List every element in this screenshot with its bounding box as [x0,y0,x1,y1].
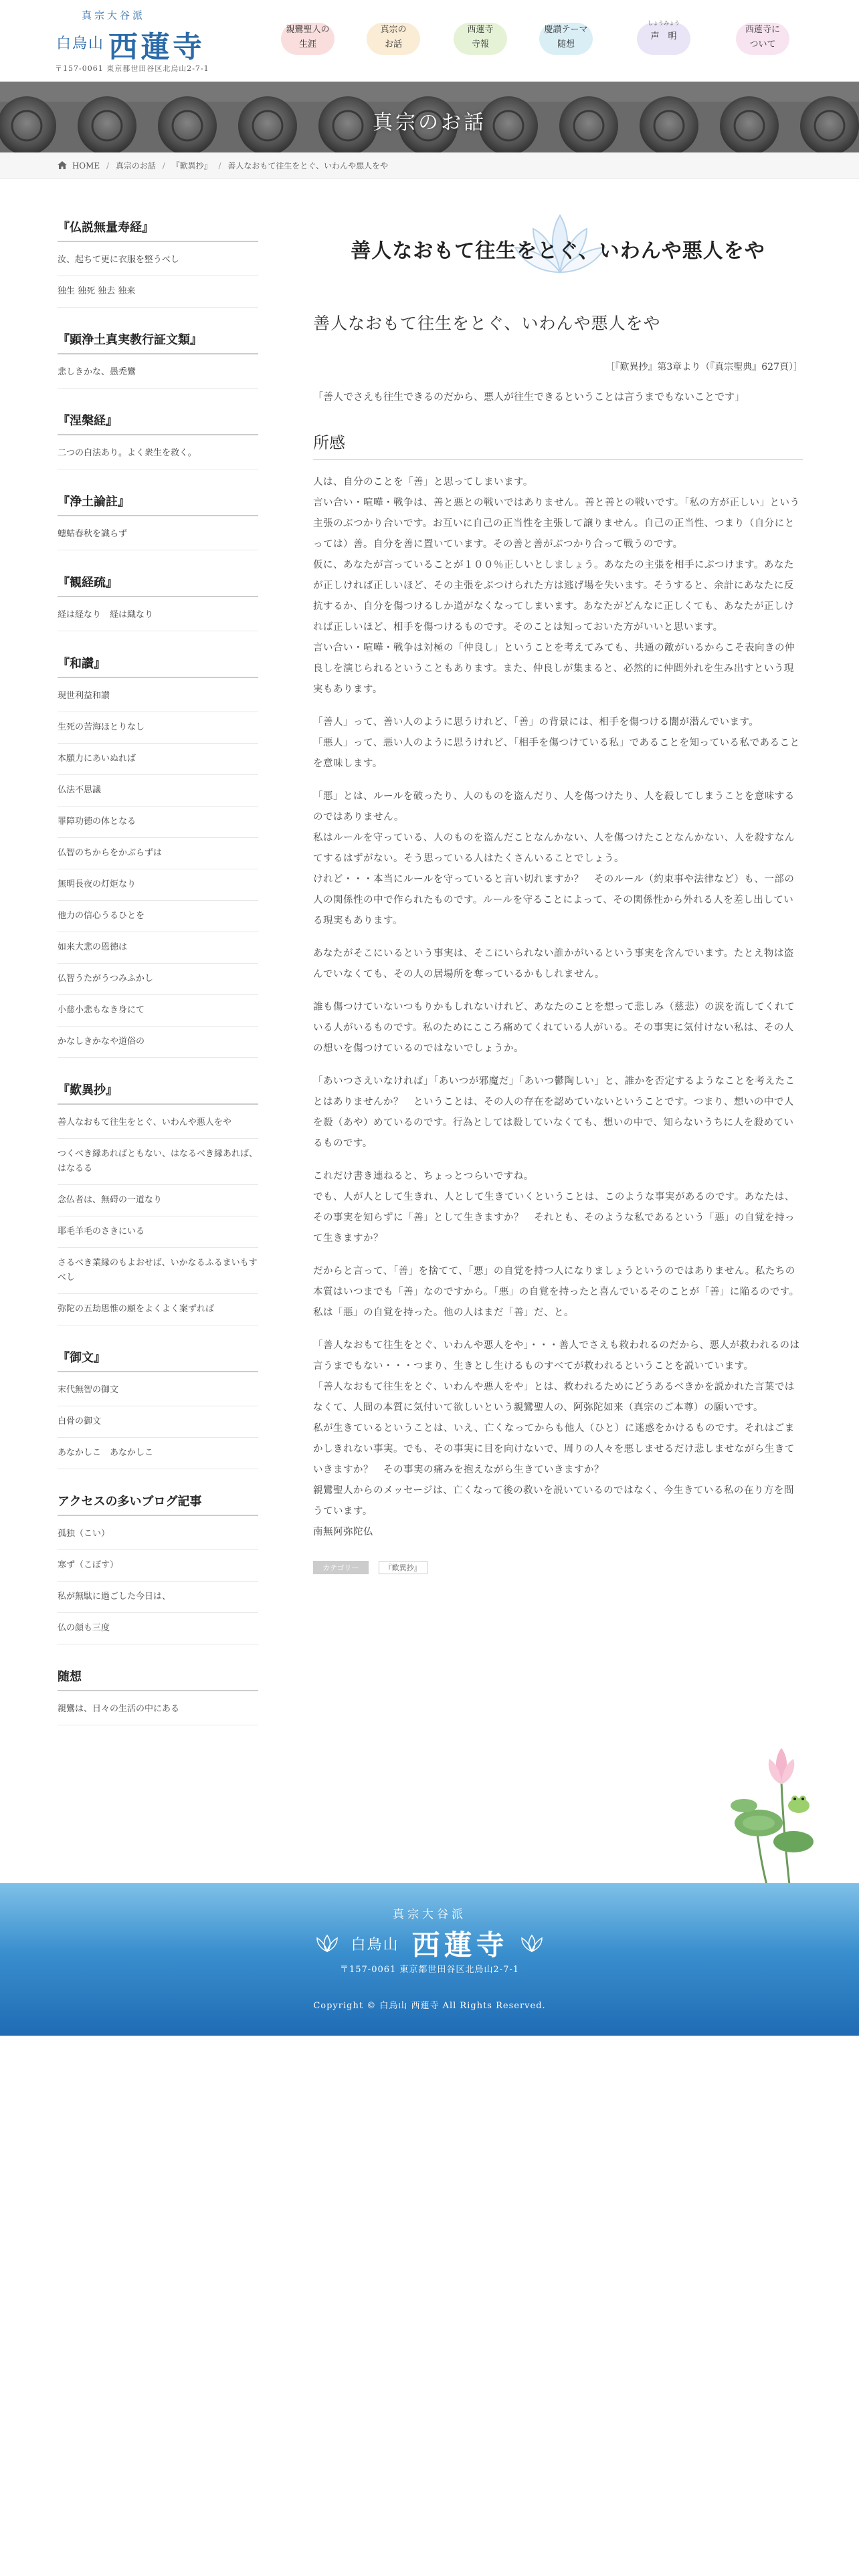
sidebar-link[interactable]: 罪障功徳の体となる [58,807,258,838]
footer-copyright: Copyright © 白鳥山 西蓮寺 All Rights Reserved. [313,2001,546,2011]
logo-temple-name: 西蓮寺 [108,30,205,64]
sidebar-link[interactable]: 仏智のちからをかぶらずは [58,838,258,869]
sidebar-heading: 『観経疏』 [58,573,258,597]
logo-address: 〒157-0061 東京都世田谷区北烏山2-7-1 [55,64,209,73]
footer-temple-name: 西蓮寺 [411,1929,508,1961]
sidebar-link[interactable]: 汝、起ちて更に衣服を整うべし [58,245,258,276]
sidebar-link[interactable]: 生死の苦海ほとりなし [58,712,258,744]
article-paragraph: 誰も傷つけていないつもりかもしれないけれど、あなたのことを想って悲しみ（慈悲）の涙を流してくれている人がいるものです。私のためにこころ痛めてくれている人がいる。その事実に気付けない私は、その人の想いを傷つけているのではないでしょうか。 [313,1002,795,1054]
hero-title: 真宗のお話 [373,111,486,134]
category-label: カテゴリー [313,1561,369,1574]
breadcrumb-crumb1[interactable]: 真宗のお話 [115,161,156,171]
hero-banner [0,82,859,152]
nav-shinran-life[interactable] [274,20,341,58]
sidebar-link[interactable]: 念仏者は、無碍の一道なり [58,1185,258,1216]
nav-theme-essay[interactable] [533,20,599,58]
nav-label-2: ついて [749,39,776,49]
breadcrumb-current: 善人なおもて往生をとぐ、いわんや悪人をや [227,161,389,171]
sidebar-heading: 『仏説無量寿経』 [58,218,258,242]
breadcrumb-sep: / [106,161,110,171]
sidebar-link[interactable]: 白骨の御文 [58,1406,258,1438]
nav-label-2: 寺報 [471,39,489,49]
nav-label-1: 慶讃テーマ [544,25,588,35]
sidebar-link[interactable]: 本願力にあいぬれば [58,744,258,775]
nav-label-2: お話 [384,39,402,49]
nav-about[interactable] [729,20,796,58]
breadcrumb-sep: / [218,161,221,171]
article-paragraph: あなたがそこにいるという事実は、そこにいられない誰かがいるという事実を含んでいます。たとえ物は盗んでいなくても、その人の居場所を奪っているかもしれません。 [313,948,794,980]
sidebar-link[interactable]: 無明長夜の灯炬なり [58,869,258,901]
sidebar-heading: 『浄土論註』 [58,492,258,516]
sidebar-heading: アクセスの多いブログ記事 [58,1492,258,1516]
sidebar-link[interactable]: 末代無智の御文 [58,1375,258,1406]
logo-sect: 真宗大谷派 [82,9,146,21]
article-quote: 「善人でさえも往生できるのだから、悪人が往生できるということは言うまでもないことです」 [313,391,745,403]
main-content [313,201,803,1575]
footer-logo[interactable] [0,1923,859,1961]
nav-ruby: しょうみょう [648,20,680,26]
sidebar-link[interactable]: 仏法不思議 [58,775,258,807]
sidebar-link[interactable]: 蟪蛄春秋を識らず [58,519,258,550]
sidebar-link[interactable]: 私が無駄に過ごした今日は、 [58,1582,258,1613]
lotus-icon [518,1934,545,1953]
nav-label-1: 西蓮寺 [467,25,494,35]
nav-label-1: 西蓮寺に [745,25,780,35]
sidebar-link[interactable]: 経は経なり 経は織なり [58,600,258,631]
sidebar-heading: 『御文』 [58,1348,258,1372]
nav-shinshu-talk[interactable] [360,20,427,58]
article-paragraph: 人は、自分のことを「善」と思ってしまいます。 言い合い・喧嘩・戦争は、善と悪との戦いではありません。善と善との戦いです。「私の方が正しい」という主張のぶつかり合いです。お互いに自己の正当性を主張して譲りません。自己の正当性、つまり（自分にとっては）善。自分を善に置いています。その善と善がぶつかり合って戦うのです。 仮に、あなたが言っていることが１００％正しいとしましょう。あなたの主張を相手にぶつけます。あなたが正しければ正しいほど、その主張をぶつけられた方は逃げ場を失います。そうすると、余計にあなたに反抗するか、自分を傷つけるしか道がなくなってしまいます。あなたがどんなに正しくても、あなたが正しければ正しいほど、相手を傷つけるものです。そのことは知っておいた方がいいと思います。 言い合い・喧嘩・戦争は対極の「仲良し」ということを考えてみても、共通の敵がいるからこそ表向きの仲良しを演じられるということもあります。また、仲良しが集まると、必然的に仲間外れを生み出すという現実もあります。 [313,477,800,695]
sidebar-link[interactable]: 仏の顔も三度 [58,1613,258,1644]
nav-label-1: 真宗の [380,25,407,35]
nav-temple-bulletin[interactable] [447,20,514,58]
sidebar-link[interactable]: 如来大悲の恩徳は [58,932,258,964]
article-paragraph: 「善人」って、善い人のように思うけれど、「善」の背景には、相手を傷つける闇が潜んでいます。 「悪人」って、悪い人のように思うけれど、「相手を傷つけている私」であることを知っている私であることを意味します。 [313,717,800,769]
nav-label-2: 随想 [557,39,575,49]
tag-link[interactable]: 『歎異抄』 [379,1561,427,1574]
sidebar-link[interactable]: あなかしこ あなかしこ [58,1438,258,1469]
sidebar-link[interactable]: 孤独（こい） [58,1519,258,1550]
sidebar-heading: 『顕浄土真実教行証文類』 [58,330,258,354]
article-source: ［『歎異抄』第3章より（『真宗聖典』627頁）］ [605,362,803,372]
sidebar-link[interactable]: つくべき縁あればともない、はなるべき縁あれば、はなるる [58,1139,258,1185]
sidebar-link[interactable]: 寒ず（こぼす） [58,1550,258,1582]
site-footer [0,1883,859,2036]
lotus-frog-illustration [729,1741,816,1885]
nav-label-2: 生涯 [298,39,316,49]
article-heading: 善人なおもて往生をとぐ、いわんや悪人をや [313,314,661,333]
logo-mountain: 白鳥山 [56,35,105,52]
sidebar-heading: 『歎異抄』 [58,1081,258,1105]
sidebar-link[interactable]: 現世利益和讃 [58,681,258,712]
breadcrumb-sep: / [162,161,165,171]
sidebar-link[interactable]: 仏智うたがうつみふかし [58,964,258,995]
footer-sect: 真宗大谷派 [393,1908,466,1921]
sidebar-link[interactable]: かなしきかなや道俗の [58,1027,258,1058]
sidebar-link[interactable]: 他力の信心うるひとを [58,901,258,932]
breadcrumb-home[interactable]: HOME [72,161,100,171]
sidebar-link[interactable]: 小慈小悲もなき身にて [58,995,258,1027]
site-logo[interactable] [55,5,215,76]
nav-label-1: 親鸞聖人の [286,25,330,35]
page-title: 善人なおもて往生をとぐ、いわんや悪人をや [351,239,765,263]
sidebar-link[interactable]: 親鸞は、日々の生活の中にある [58,1694,258,1725]
sidebar-link[interactable]: 耶毛羊毛のさきにいる [58,1216,258,1248]
article-tags [313,1560,803,1575]
sidebar-link[interactable]: 善人なおもて往生をとぐ、いわんや悪人をや [58,1107,258,1139]
sidebar-link[interactable]: 弥陀の五劫思惟の願をよくよく案ずれば [58,1294,258,1325]
sidebar-link[interactable]: 独生 独死 独去 独来 [58,276,258,308]
nav-shomyo[interactable] [630,20,697,58]
article-paragraph: 「あいつさえいなければ」「あいつが邪魔だ」「あいつ鬱陶しい」と、誰かを否定するようなことを考えたことはありませんか？ ということは、その人の存在を認めていないということです。つまり、想いの中で人を殺（あや）めているのです。行為としては殺していなくても、想いの中で、知らないうちに人を殺めているものです。 [313,1076,795,1149]
footer-address: 〒157-0061 東京都世田谷区北烏山2-7-1 [339,1965,520,1975]
breadcrumb-crumb2[interactable]: 『歎異抄』 [171,161,212,171]
sidebar-heading: 『涅槃経』 [58,411,258,435]
sidebar-heading: 『和讃』 [58,654,258,678]
nav-label-1: 声 明 [650,31,677,41]
site-header [0,0,859,82]
lotus-icon [314,1934,341,1953]
global-nav [274,20,809,60]
sidebar [58,209,258,1725]
section-title: 所感 [313,429,803,460]
article-paragraph: 「善人なおもて往生をとぐ、いわんや悪人をや」・・・善人でさえも救われるのだから、悪人が救われるのは言うまでもない・・・つまり、生きとし生けるものすべてが救われるということを説いています。 「善人なおもて往生をとぐ、いわんや悪人をや」とは、救われるためにどうあるべきかを説かれた言葉ではなくて、人間の本質に気付いて欲しいという親鸞聖人の、阿弥陀如来（真宗のご本尊）の願いです。 私が生きているということは、いえ、亡くなってからも他人（ひと）に迷惑をかけるものです。それはごまかしきれない事実。でも、その事実に目を向けないで、周りの人々を悪しませるだけ悲しませながら生きていきますか？ その事実の痛みを抱えながら生きていきますか？ 親鸞聖人からのメッセージは、亡くなって後の救いを説いているのではなく、今生きている私の在り方を問うています。 南無阿弥陀仏 [313,1340,800,1537]
article-paragraph: これだけ書き連ねると、ちょっとつらいですね。 でも、人が人として生きれ、人として生きていくということは、このような事実があるのです。あなたは、その事実を知らずに「善」として生きますか？ それとも、そのような私であるという「悪」の自覚を持って生きますか？ [313,1171,795,1244]
article-paragraph: だからと言って、「善」を捨てて、「悪」の自覚を持つ人になりましょうというのではありません。私たちの本質はいつまでも「善」なのですから。「悪」の自覚を持ったと喜んでいるそのことが「善」に陥るのです。私は「悪」の自覚を持った。他の人はまだ「善」だ、と。 [313,1266,799,1318]
sidebar-link[interactable]: 二つの白法あり。よく衆生を救く。 [58,438,258,469]
sidebar-link[interactable]: 悲しきかな、愚禿鸞 [58,357,258,389]
page-title-box [313,201,803,301]
home-icon [58,161,67,169]
sidebar-heading: 随想 [58,1667,258,1691]
article-paragraph: 「悪」とは、ルールを破ったり、人のものを盗んだり、人を傷つけたり、人を殺してしまうことを意味するのではありません。 私はルールを守っている、人のものを盗んだことなんかない、人を傷つけたことなんかない、人を殺すなんてするはずがない。そう思っている人はたくさんいることでしょう。 けれど・・・本当にルールを守っていると言い切れますか？ そのルール（約束事や法律など）も、一部の人の関係性の中で作られたものです。ルールを守ることによって、その関係性から外れる人を差し出している現実もあります。 [313,791,795,926]
breadcrumb [0,152,859,179]
sidebar-link[interactable]: さるべき業縁のもよおせば、いかなるふるまいもすべし [58,1248,258,1294]
footer-mountain: 白鳥山 [351,1936,399,1953]
